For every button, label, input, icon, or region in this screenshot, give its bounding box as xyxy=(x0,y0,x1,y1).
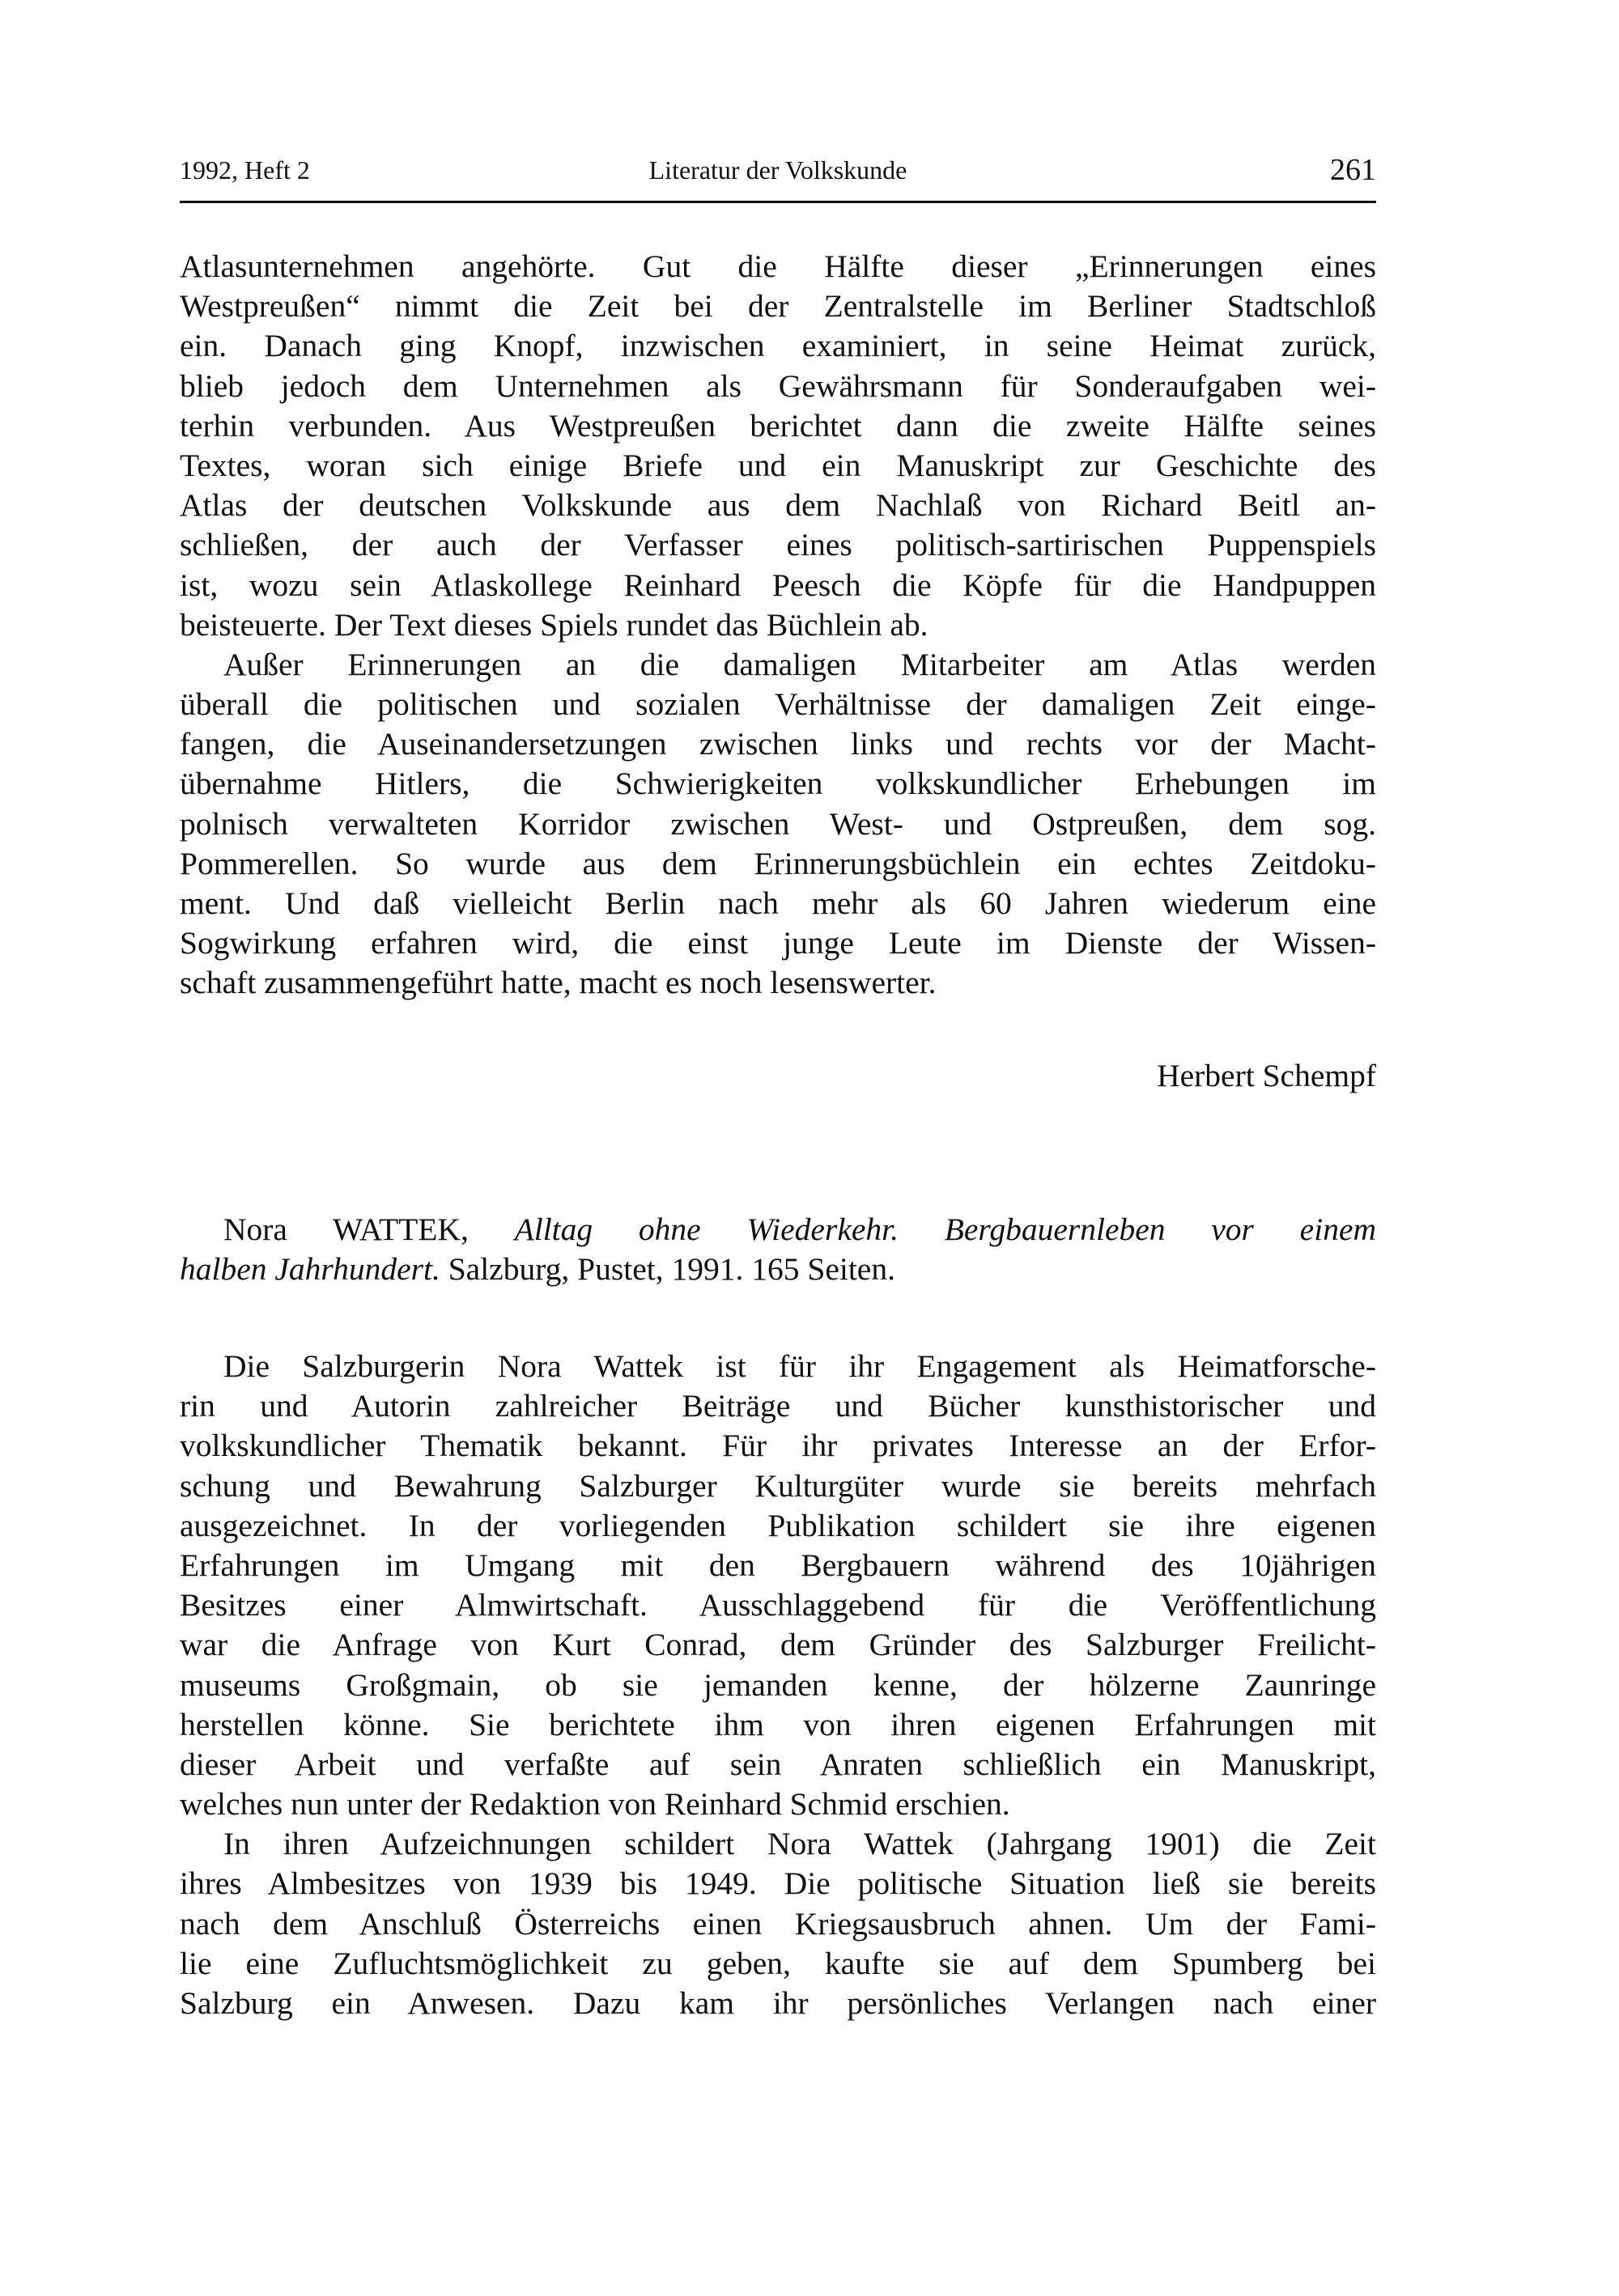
text-line: Erfahrungen im Umgang mit den Bergbauern während des 10jährigen xyxy=(180,1547,1376,1583)
text-line: rin und Autorin zahlreicher Beiträge und Bücher kunsthistorischer und xyxy=(180,1388,1376,1424)
text-line: museums Großgmain, ob sie jemanden kenne, der hölzerne Zaunringe xyxy=(180,1666,1376,1703)
running-header xyxy=(180,152,1376,188)
review-1-body xyxy=(180,247,1376,1004)
text-line: schung und Bewahrung Salzburger Kulturgüter wurde sie bereits mehrfach xyxy=(180,1467,1376,1504)
text-line: Besitzes einer Almwirtschaft. Ausschlaggebend für die Veröffentlichung xyxy=(180,1587,1376,1623)
text-line: fangen, die Auseinandersetzungen zwischen links und rechts vor der Macht- xyxy=(180,726,1376,762)
issue-label: 1992, Heft 2 xyxy=(180,155,310,185)
book-citation xyxy=(180,1210,1376,1289)
text-line: ein. Danach ging Knopf, inzwischen examiniert, in seine Heimat zurück, xyxy=(180,328,1376,364)
reviewer-signature: Herbert Schempf xyxy=(1157,1058,1376,1093)
text-line: polnisch verwalteten Korridor zwischen West- und Ostpreußen, dem sog. xyxy=(180,805,1376,842)
text-line: Pommerellen. So wurde aus dem Erinnerungsbüchlein ein echtes Zeitdoku- xyxy=(180,845,1376,881)
text-line: überall die politischen und sozialen Verhältnisse der damaligen Zeit einge- xyxy=(180,686,1376,723)
text-line: Salzburg ein Anwesen. Dazu kam ihr persönliches Verlangen nach einer xyxy=(180,1985,1376,2021)
text-line: blieb jedoch dem Unternehmen als Gewährsmann für Sonderaufgaben wei- xyxy=(180,367,1376,404)
text-line: Atlas der deutschen Volkskunde aus dem Nachlaß von Richard Beitl an- xyxy=(180,487,1376,524)
citation-title: Alltag ohne Wiederkehr. Bergbauernleben vor einem xyxy=(514,1212,1376,1247)
text-line: Westpreußen“ nimmt die Zeit bei der Zentralstelle im Berliner Stadtschloß xyxy=(180,288,1376,325)
text-line: Außer Erinnerungen an die damaligen Mitarbeiter am Atlas werden xyxy=(223,646,1376,682)
text-line: volkskundlicher Thematik bekannt. Für ihr privates Interesse an der Erfor- xyxy=(180,1428,1376,1464)
text-line: beisteuerte. Der Text dieses Spiels rundet das Büchlein ab. xyxy=(180,606,928,643)
citation-author: Nora WATTEK, xyxy=(223,1212,469,1247)
text-line: nach dem Anschluß Österreichs einen Kriegsausbruch ahnen. Um der Fami- xyxy=(180,1905,1376,1942)
text-line: schaft zusammengeführt hatte, macht es noch lesenswerter. xyxy=(180,965,937,1001)
citation-publication: Salzburg, Pustet, 1991. 165 Seiten. xyxy=(448,1251,895,1288)
text-line: ment. Und daß vielleicht Berlin nach mehr als 60 Jahren wiederum eine xyxy=(180,885,1376,921)
paragraph xyxy=(180,1347,1376,1824)
paragraph xyxy=(180,247,1376,645)
text-line: terhin verbunden. Aus Westpreußen berichtet dann die zweite Hälfte seines xyxy=(180,407,1376,443)
text-line: welches nun unter der Redaktion von Reinhard Schmid erschien. xyxy=(180,1786,1010,1823)
text-line: übernahme Hitlers, die Schwierigkeiten volkskundlicher Erhebungen im xyxy=(180,766,1376,802)
text-line: ausgezeichnet. In der vorliegenden Publikation schildert sie ihre eigenen xyxy=(180,1507,1376,1543)
citation-title-cont: halben Jahrhundert. xyxy=(180,1251,440,1288)
text-line: lie eine Zufluchtsmöglichkeit zu geben, kaufte sie auf dem Spumberg bei xyxy=(180,1945,1376,1981)
journal-section-title: Literatur der Volkskunde xyxy=(648,155,907,185)
text-line: dieser Arbeit und verfaßte auf sein Anraten schließlich ein Manuskript, xyxy=(180,1746,1376,1782)
text-line: Sogwirkung erfahren wird, die einst junge Leute im Dienste der Wissen- xyxy=(180,925,1376,961)
review-2-body xyxy=(180,1347,1376,2023)
citation-line xyxy=(180,1250,1376,1289)
text-line: Die Salzburgerin Nora Wattek ist für ihr Engagement als Heimatforsche- xyxy=(223,1348,1376,1384)
text-line: war die Anfrage von Kurt Conrad, dem Gründer des Salzburger Freilicht- xyxy=(180,1627,1376,1663)
text-line: ist, wozu sein Atlaskollege Reinhard Peesch die Köpfe für die Handpuppen xyxy=(180,567,1376,603)
text-line: herstellen könne. Sie berichtete ihm von ihren eigenen Erfahrungen mit xyxy=(180,1706,1376,1742)
text-line: Textes, woran sich einige Briefe und ein Manuskript zur Geschichte des xyxy=(180,447,1376,483)
text-line: ihres Almbesitzes von 1939 bis 1949. Die politische Situation ließ sie bereits xyxy=(180,1865,1376,1902)
text-line: schließen, der auch der Verfasser eines politisch-sartirischen Puppenspiels xyxy=(180,527,1376,563)
text-line: In ihren Aufzeichnungen schildert Nora Wattek (Jahrgang 1901) die Zeit xyxy=(223,1826,1376,1862)
header-rule xyxy=(180,201,1376,203)
paragraph xyxy=(180,645,1376,1004)
citation-line xyxy=(180,1210,1376,1250)
text-line: Atlasunternehmen angehörte. Gut die Hälfte dieser „Erinnerungen eines xyxy=(180,248,1376,284)
page-number: 261 xyxy=(1330,153,1376,187)
paragraph xyxy=(180,1824,1376,2023)
